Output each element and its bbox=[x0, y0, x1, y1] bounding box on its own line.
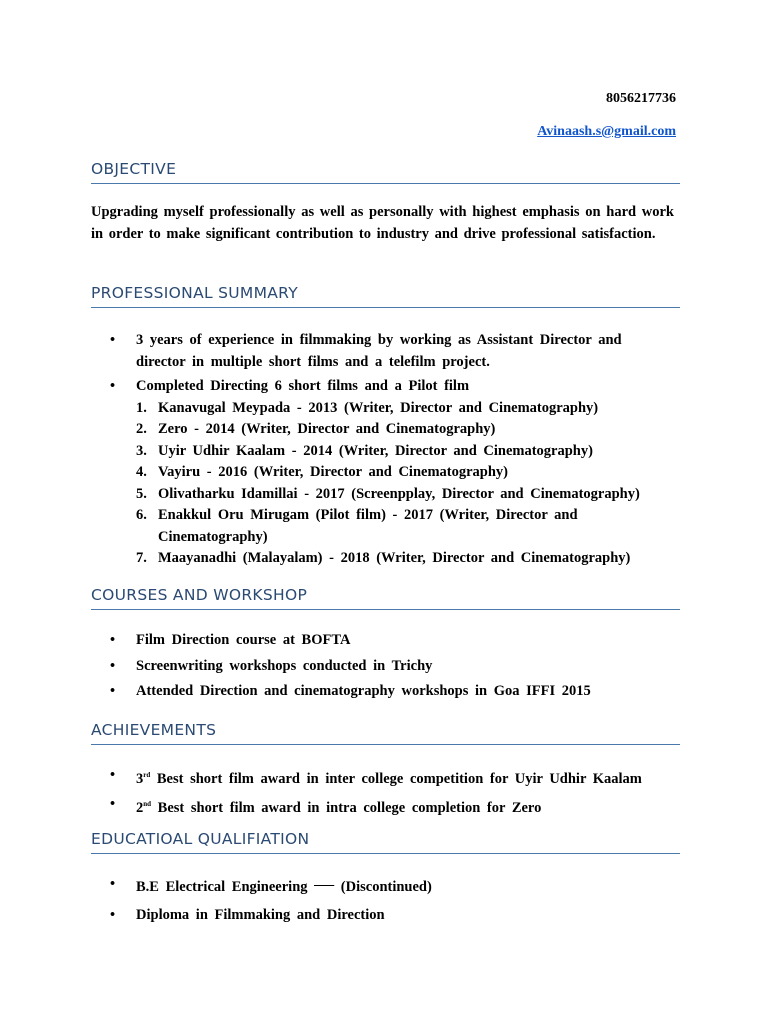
film-number: 7. bbox=[136, 550, 147, 566]
achievements-heading: ACHIEVEMENTS bbox=[91, 721, 680, 745]
bullet-icon: • bbox=[110, 876, 116, 892]
course-text: Film Direction course at BOFTA bbox=[136, 632, 351, 648]
summary-item bbox=[110, 376, 675, 570]
courses-heading: COURSES AND WORKSHOP bbox=[91, 586, 680, 610]
objective-text: Upgrading myself professionally as well as personally with highest emphasis on hard work in order to make significant contribution to industry and drive professional satisfaction. bbox=[91, 204, 674, 242]
bullet-icon: • bbox=[110, 796, 116, 813]
education-status: (Discontinued) bbox=[340, 879, 432, 895]
film-item bbox=[136, 505, 675, 548]
achievement-rank: 2 bbox=[136, 800, 144, 817]
bullet-icon: • bbox=[110, 657, 116, 674]
education-list bbox=[110, 874, 675, 926]
film-number: 4. bbox=[136, 464, 147, 480]
film-text: Maayanadhi (Malayalam) - 2018 (Writer, Director and Cinematography) bbox=[158, 550, 631, 566]
film-number: 5. bbox=[136, 485, 147, 502]
film-item bbox=[136, 419, 675, 441]
achievement-text: Best short film award in inter college competition for Uyir Udhir Kaalam bbox=[150, 770, 642, 787]
summary-item-text: Completed Directing 6 short films and a Pilot film bbox=[136, 378, 470, 394]
rank-suffix: nd bbox=[143, 800, 152, 809]
film-number: 6. bbox=[136, 507, 147, 523]
course-item bbox=[110, 656, 675, 678]
achievement-rank: 3 bbox=[136, 770, 144, 787]
bullet-icon: • bbox=[110, 632, 116, 648]
film-item bbox=[136, 441, 675, 463]
film-text: Enakkul Oru Mirugam (Pilot film) - 2017 (Writer, Director and Cinematography) bbox=[158, 507, 578, 545]
education-text: Diploma in Filmmaking and Direction bbox=[136, 906, 385, 923]
education-item bbox=[110, 874, 675, 899]
phone-number: 8056217736 bbox=[606, 91, 676, 106]
dash-glyph: — bbox=[314, 873, 335, 895]
summary-item-text: 3 years of experience in filmmaking by working as Assistant Director and director in multiple short films and a telefilm project. bbox=[136, 332, 622, 370]
rank-suffix: rd bbox=[143, 771, 151, 779]
film-text: Vayiru - 2016 (Writer, Director and Cinematography) bbox=[158, 464, 508, 480]
summary-item bbox=[110, 330, 675, 373]
achievements-list bbox=[110, 765, 675, 820]
film-text: Olivatharku Idamillai - 2017 (Screenpplay, Director and Cinematography) bbox=[158, 485, 640, 502]
achievement-text: Best short film award in intra college completion for Zero bbox=[151, 800, 542, 817]
film-number: 3. bbox=[136, 442, 147, 459]
film-item bbox=[136, 484, 675, 506]
course-text: Screenwriting workshops conducted in Trichy bbox=[136, 657, 433, 674]
summary-list bbox=[110, 330, 675, 570]
course-text: Attended Direction and cinematography workshops in Goa IFFI 2015 bbox=[136, 683, 591, 699]
film-item bbox=[136, 548, 675, 570]
professional-summary-heading: PROFESSIONAL SUMMARY bbox=[91, 284, 680, 308]
education-item bbox=[110, 905, 675, 927]
course-item bbox=[110, 630, 675, 652]
objective-heading: OBJECTIVE bbox=[91, 160, 680, 184]
courses-list bbox=[110, 630, 675, 703]
achievement-item bbox=[110, 765, 675, 790]
bullet-icon: • bbox=[110, 906, 116, 923]
film-text: Zero - 2014 (Writer, Director and Cinematography) bbox=[158, 421, 496, 437]
education-heading: EDUCATIOAL QUALIFIATION bbox=[91, 830, 680, 854]
film-text: Uyir Udhir Kaalam - 2014 (Writer, Director and Cinematography) bbox=[158, 442, 593, 459]
film-text: Kanavugal Meypada - 2013 (Writer, Director and Cinematography) bbox=[158, 399, 599, 416]
bullet-icon: • bbox=[110, 683, 116, 699]
film-list bbox=[136, 398, 675, 570]
achievement-item bbox=[110, 794, 675, 819]
film-number: 2. bbox=[136, 421, 147, 437]
film-item bbox=[136, 398, 675, 420]
bullet-icon: • bbox=[110, 332, 116, 348]
education-text: B.E Electrical Engineering bbox=[136, 879, 308, 895]
bullet-icon: • bbox=[110, 767, 116, 783]
film-number: 1. bbox=[136, 399, 147, 416]
email-link[interactable]: Avinaash.s@gmail.com bbox=[537, 124, 676, 139]
course-item bbox=[110, 681, 675, 703]
bullet-icon: • bbox=[110, 378, 116, 394]
film-item bbox=[136, 462, 675, 484]
